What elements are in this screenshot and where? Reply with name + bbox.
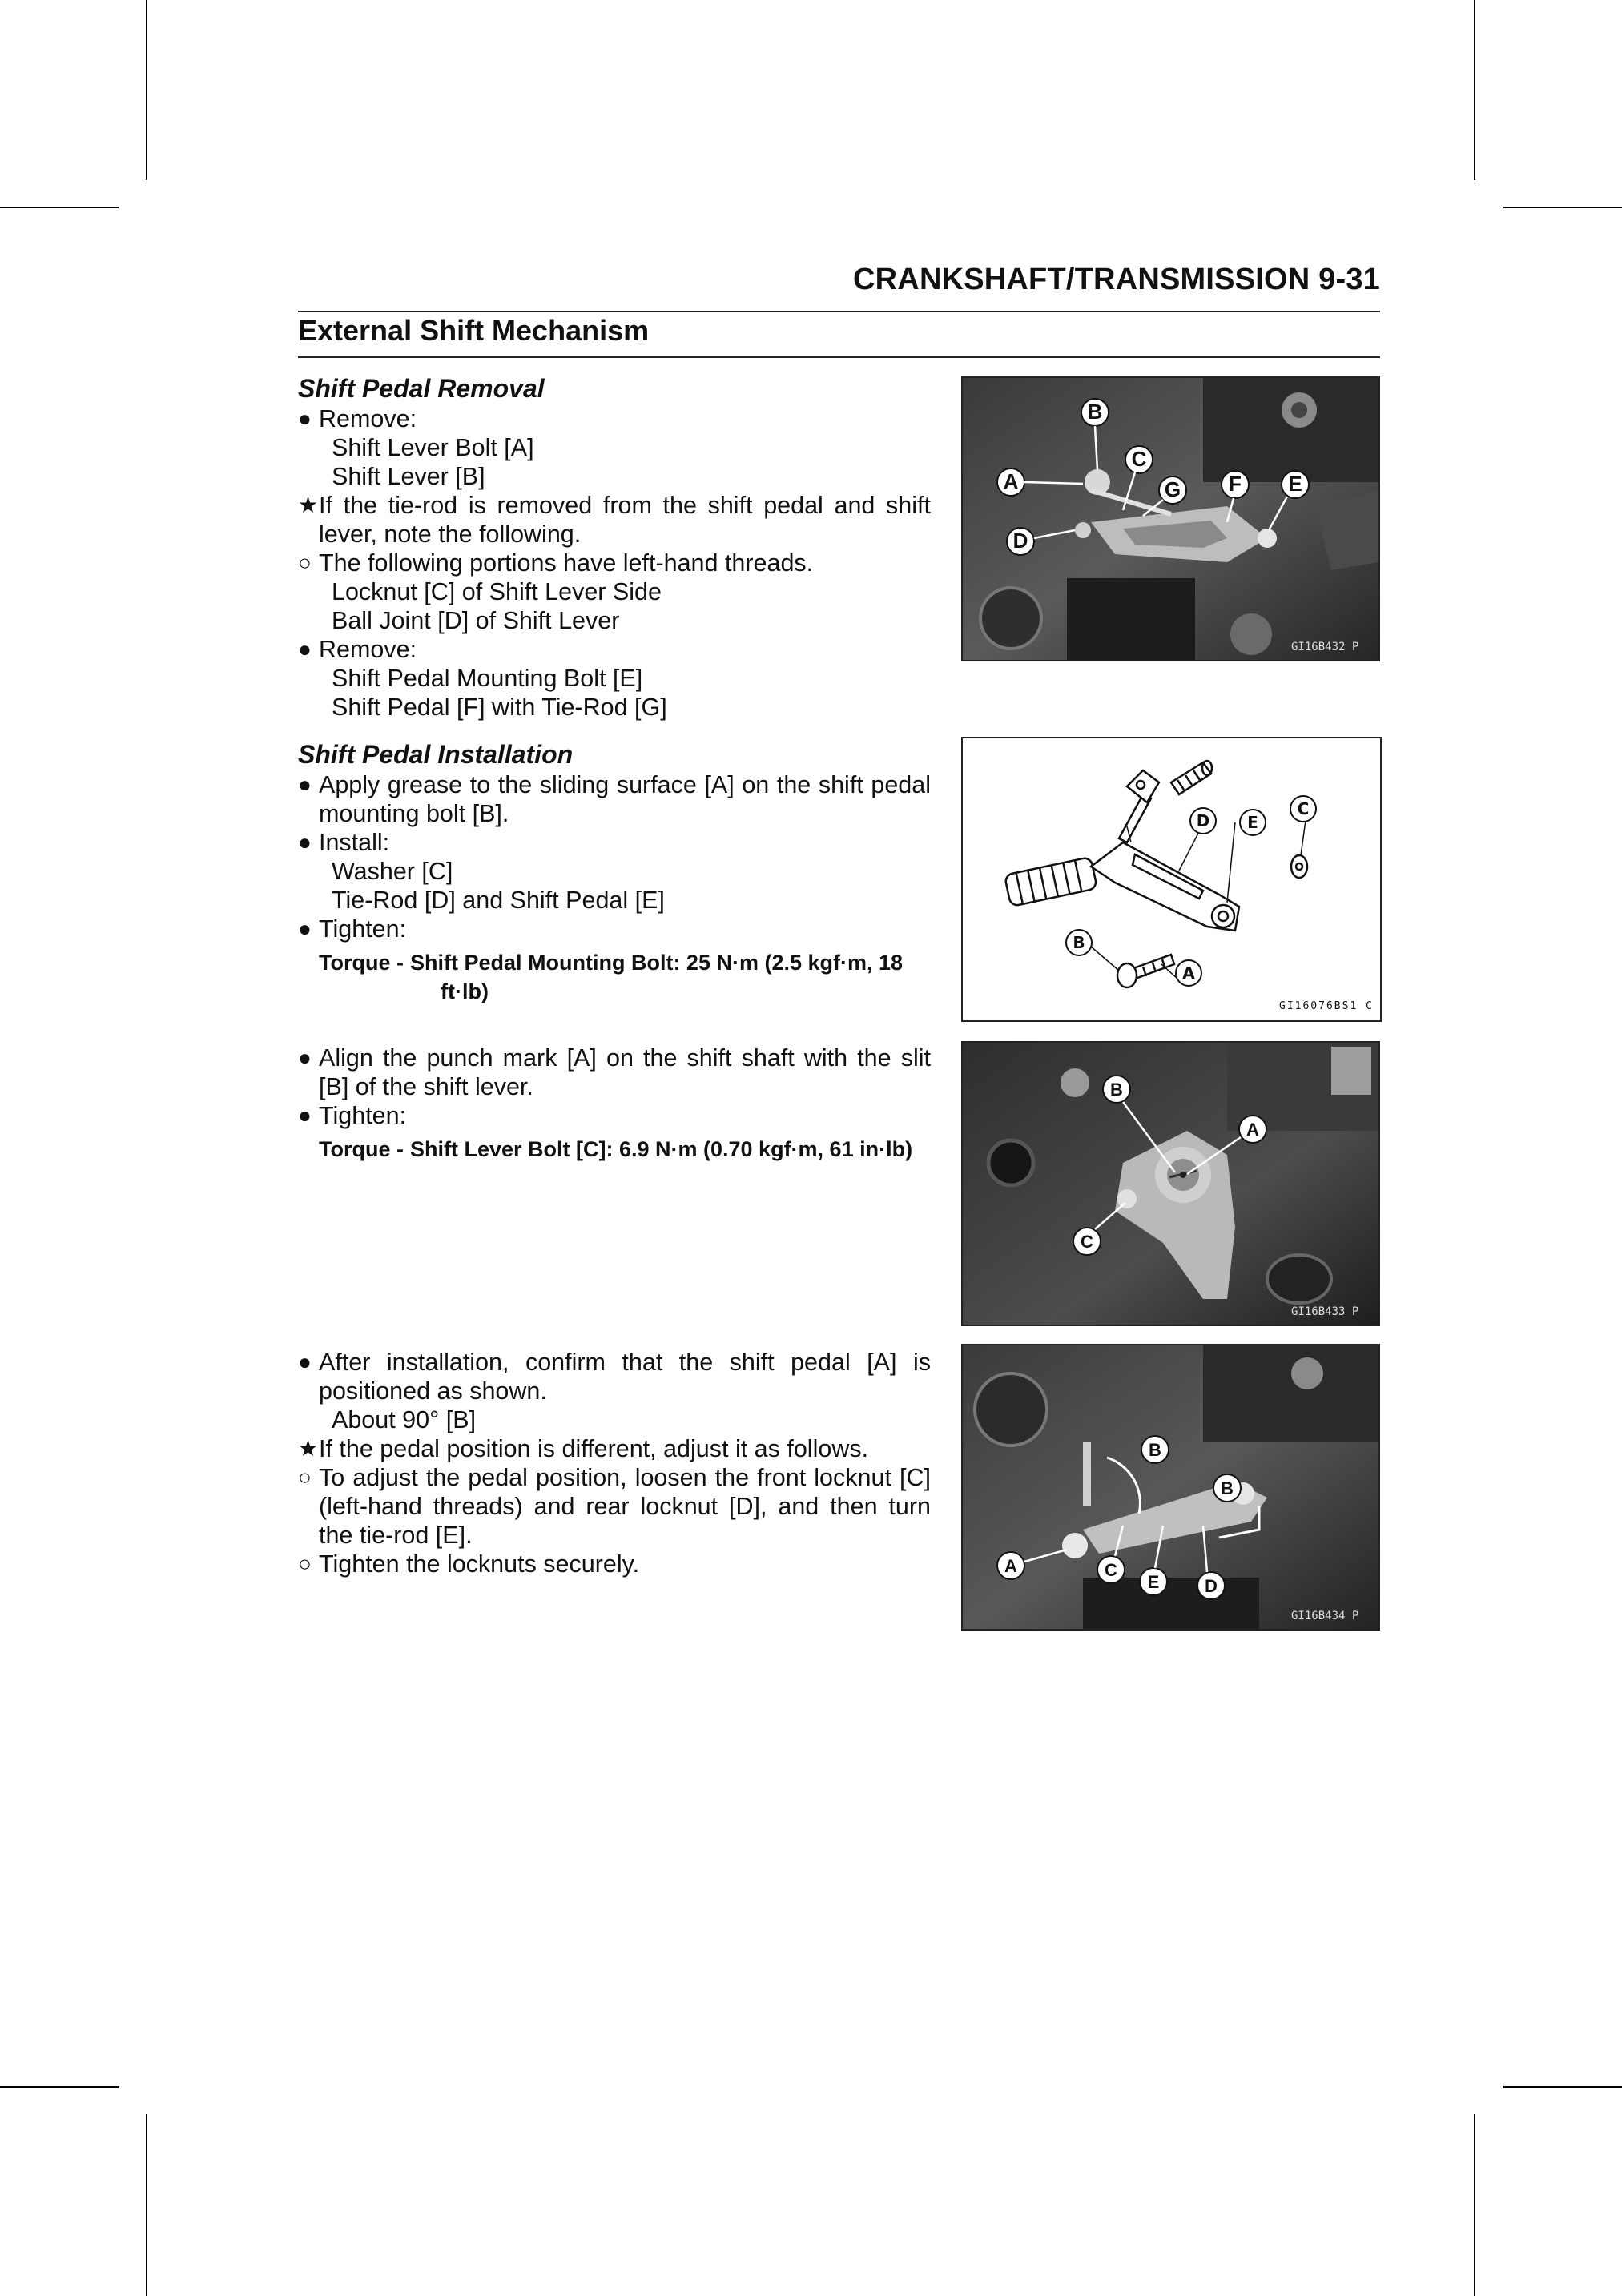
after-steps	[298, 1348, 931, 1578]
figure-code: GI16B434 P	[1291, 1610, 1359, 1622]
callout-label: B	[1110, 1080, 1123, 1100]
removal-steps	[298, 404, 931, 722]
align-block	[298, 1043, 931, 1164]
step-text: Shift Pedal [F] with Tie-Rod [G]	[332, 694, 667, 721]
bullet-marker-icon: ●	[298, 637, 312, 661]
step-text: Locknut [C] of Shift Lever Side	[332, 578, 662, 605]
step-bullet	[298, 1348, 931, 1405]
torque-value: Shift Lever Bolt [C]: 6.9 N·m (0.70 kgf·m, 61 in·lb)	[409, 1137, 913, 1161]
callout-label: C	[1081, 1232, 1093, 1252]
step-star	[298, 491, 931, 549]
step-text: Tie-Rod [D] and Shift Pedal [E]	[332, 887, 665, 914]
star-marker-icon: ★	[298, 493, 319, 517]
step-text: Remove:	[319, 636, 417, 663]
step-text: Remove:	[319, 405, 417, 432]
sub-item	[298, 577, 931, 606]
figure-shift-pedal-position-photo	[961, 1344, 1380, 1631]
callout-label: A	[1182, 963, 1195, 983]
star-marker-icon: ★	[298, 1436, 319, 1461]
figure-shift-pedal-removal-photo	[961, 376, 1380, 661]
bullet-marker-icon: ●	[298, 1103, 312, 1128]
bullet-marker-icon: ●	[298, 406, 312, 431]
sub-item	[298, 857, 931, 886]
callout-label: D	[1196, 811, 1210, 830]
callout-label: A	[1246, 1120, 1259, 1140]
step-text: Shift Lever Bolt [A]	[332, 434, 534, 461]
step-text: Apply grease to the sliding surface [A] on the shift pedal mounting bolt [B].	[319, 771, 931, 827]
bullet-marker-icon: ●	[298, 916, 312, 941]
bullet-marker-icon: ●	[298, 772, 312, 797]
callout-label: A	[1004, 1556, 1017, 1576]
figure-shift-lever-alignment-photo	[961, 1041, 1380, 1326]
installation-block	[298, 738, 931, 1006]
crop-mark	[146, 0, 147, 180]
photo-illustration	[963, 1345, 1378, 1629]
step-circle	[298, 549, 931, 577]
circle-marker-icon: ○	[298, 1551, 312, 1576]
step-bullet	[298, 915, 931, 943]
step-text: If the pedal position is different, adjust it as follows.	[319, 1435, 869, 1462]
section-rule	[298, 356, 1380, 358]
figure-code: GI16B432 P	[1291, 641, 1359, 653]
sub-item	[298, 886, 931, 915]
bullet-marker-icon: ●	[298, 1045, 312, 1070]
removal-block	[298, 372, 931, 722]
crop-mark	[146, 2114, 147, 2296]
crop-mark	[1503, 2086, 1622, 2088]
sub-item	[298, 693, 931, 722]
step-bullet	[298, 828, 931, 857]
step-text: Align the punch mark [A] on the shift shaft with the slit [B] of the shift lever.	[319, 1044, 931, 1100]
sub-item	[298, 433, 931, 462]
crop-mark	[0, 2086, 119, 2088]
figure-shift-pedal-installation-diagram	[961, 737, 1382, 1022]
callout-label: E	[1147, 1572, 1160, 1592]
step-text: About 90° [B]	[332, 1406, 477, 1433]
torque-value: Shift Pedal Mounting Bolt: 25 N·m (2.5 kgf·m, 18	[409, 951, 904, 975]
step-bullet	[298, 1101, 931, 1130]
callout-label: C	[1297, 799, 1310, 818]
callout-label: C	[1131, 447, 1147, 471]
sub-item	[298, 1405, 931, 1434]
section-title: External Shift Mechanism	[298, 314, 650, 347]
callout-label: B	[1073, 933, 1085, 952]
chapter-page-header: CRANKSHAFT/TRANSMISSION 9-31	[853, 263, 1380, 296]
figure-code: GI16B433 P	[1291, 1305, 1359, 1318]
torque-spec	[298, 948, 931, 1006]
callout-label: E	[1247, 813, 1258, 832]
removal-heading: Shift Pedal Removal	[298, 374, 545, 403]
figure-code: GI16076BS1 C	[1279, 1000, 1374, 1012]
installation-steps	[298, 770, 931, 943]
callout-label: B	[1087, 400, 1103, 424]
callout-label: D	[1012, 529, 1028, 553]
step-circle	[298, 1463, 931, 1550]
header-rule	[298, 311, 1380, 312]
step-bullet	[298, 1043, 931, 1101]
step-bullet	[298, 404, 931, 433]
circle-marker-icon: ○	[298, 550, 312, 575]
callout-label: E	[1288, 472, 1302, 496]
crop-mark	[1474, 2114, 1475, 2296]
bullet-marker-icon: ●	[298, 1349, 312, 1374]
torque-value-wrap	[410, 948, 931, 1006]
torque-label: Torque -	[319, 951, 404, 975]
sub-item	[298, 462, 931, 491]
diagram-illustration	[963, 738, 1380, 1020]
step-circle	[298, 1550, 931, 1578]
crop-mark	[1474, 0, 1475, 180]
step-text: Ball Joint [D] of Shift Lever	[332, 607, 620, 634]
callout-label: C	[1105, 1560, 1117, 1580]
crop-mark	[1503, 207, 1622, 208]
sub-item	[298, 606, 931, 635]
photo-illustration	[963, 378, 1378, 660]
step-text: The following portions have left-hand threads.	[319, 549, 814, 577]
align-steps	[298, 1043, 931, 1130]
installation-heading: Shift Pedal Installation	[298, 740, 574, 769]
step-bullet	[298, 770, 931, 828]
sub-item	[298, 664, 931, 693]
step-text: Tighten:	[319, 915, 407, 943]
step-text: Shift Pedal Mounting Bolt [E]	[332, 665, 643, 692]
step-text: Tighten:	[319, 1102, 407, 1129]
step-text: Tighten the locknuts securely.	[319, 1550, 640, 1578]
callout-label: D	[1205, 1576, 1218, 1596]
circle-marker-icon: ○	[298, 1465, 312, 1490]
bullet-marker-icon: ●	[298, 830, 312, 854]
step-text: If the tie-rod is removed from the shift pedal and shift lever, note the following.	[319, 492, 931, 548]
torque-value-cont: ft·lb)	[440, 979, 489, 1003]
after-block	[298, 1348, 931, 1578]
crop-mark	[0, 207, 119, 208]
torque-label: Torque -	[319, 1137, 404, 1161]
step-text: To adjust the pedal position, loosen the front locknut [C] (left-hand threads) and rear locknut [D], and then turn the tie-rod [E].	[319, 1464, 931, 1549]
callout-label: F	[1229, 472, 1242, 496]
step-text: Washer [C]	[332, 858, 453, 885]
photo-illustration	[963, 1043, 1378, 1325]
callout-label: B	[1221, 1478, 1234, 1498]
callout-label: G	[1164, 477, 1181, 501]
step-bullet	[298, 635, 931, 664]
torque-spec	[298, 1135, 931, 1164]
callout-label: A	[1003, 469, 1019, 493]
step-text: Shift Lever [B]	[332, 463, 485, 490]
step-text: Install:	[319, 829, 390, 856]
step-text: After installation, confirm that the shift pedal [A] is positioned as shown.	[319, 1349, 931, 1405]
callout-label: B	[1149, 1440, 1161, 1460]
step-star	[298, 1434, 931, 1463]
